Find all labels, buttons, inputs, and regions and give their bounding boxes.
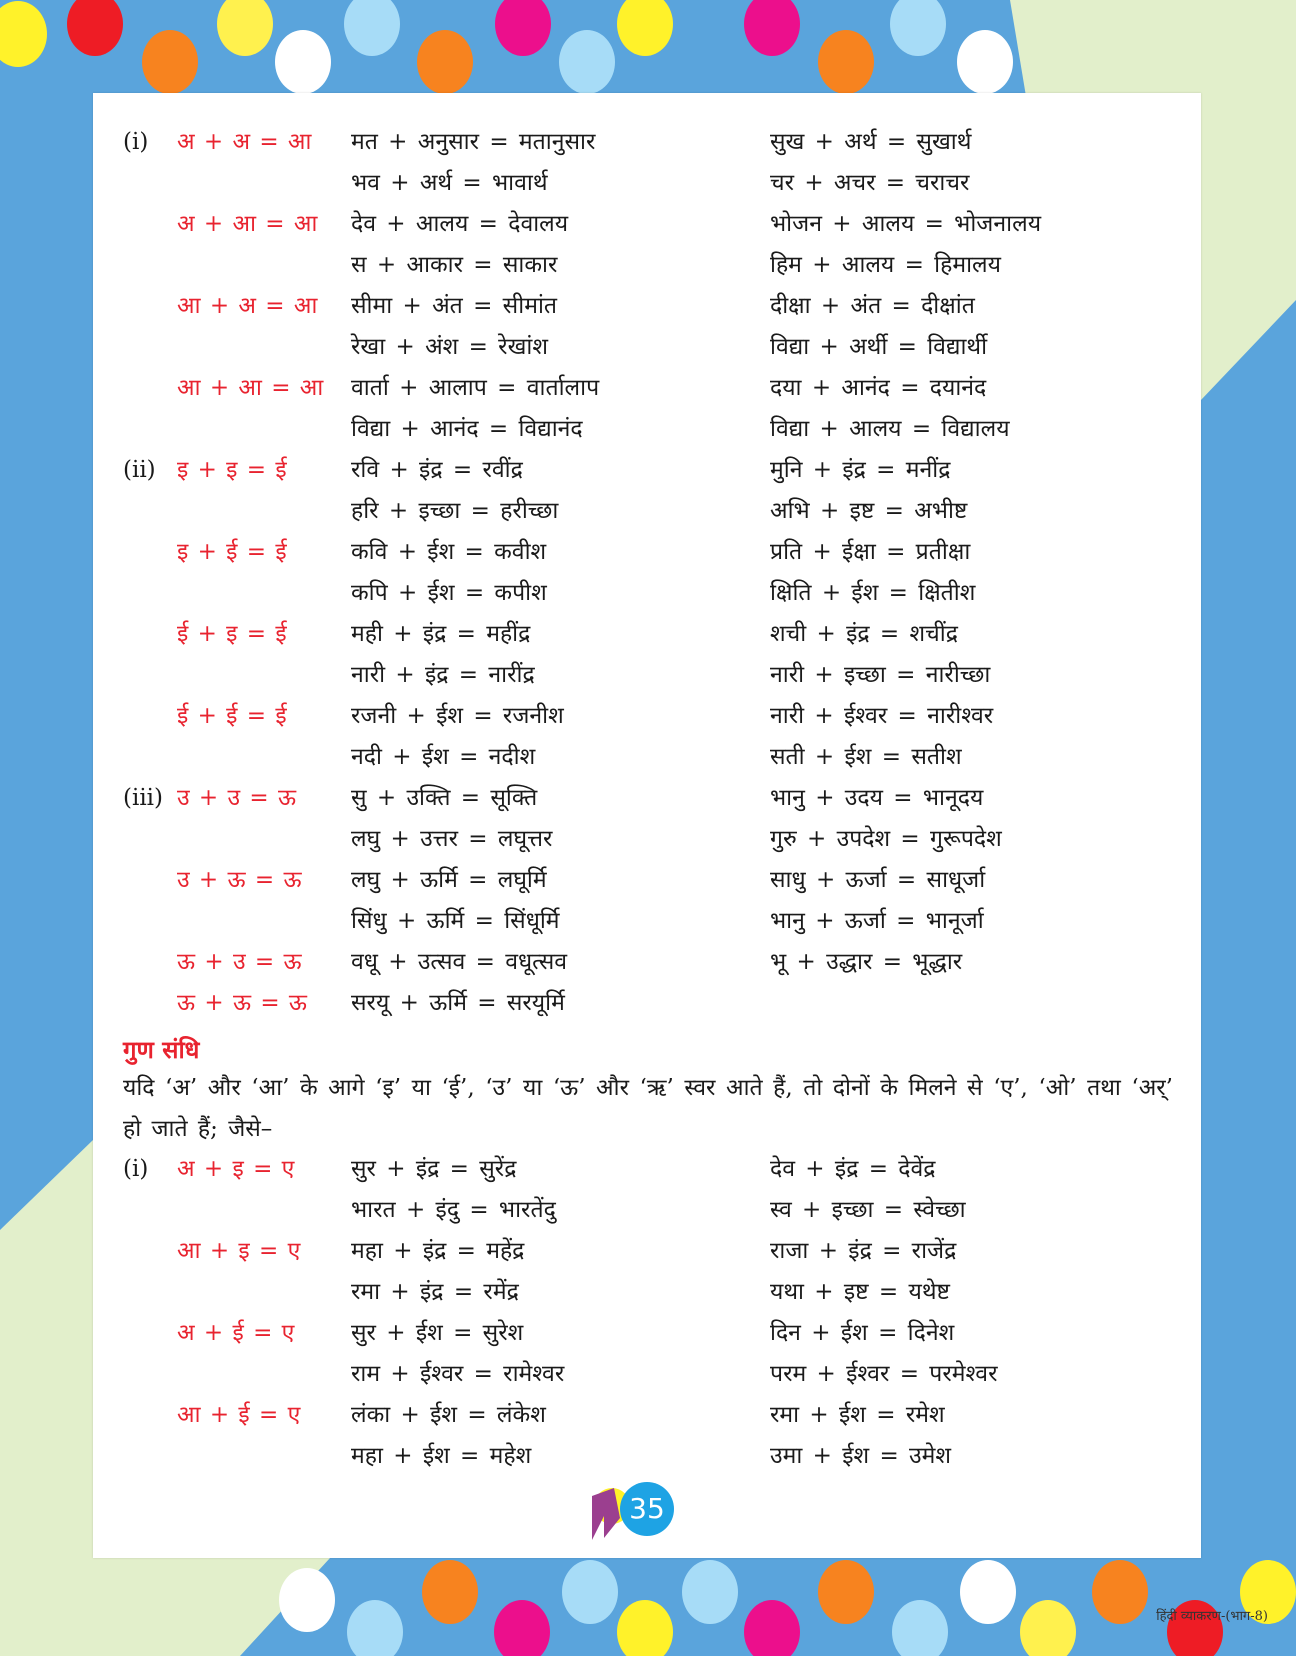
- example-row: [93, 491, 1201, 532]
- sandhi-rule: अ + ई = ए: [177, 1320, 295, 1346]
- example-row: [93, 696, 1201, 737]
- example-right: भानु + उदय = भानूदय: [770, 785, 984, 811]
- item-number: (iii): [123, 785, 164, 811]
- example-left: महा + इंद्र = महेंद्र: [351, 1238, 525, 1264]
- example-right: विद्या + अर्थी = विद्यार्थी: [770, 334, 988, 360]
- item-number: (i): [123, 129, 149, 155]
- example-right: मुनि + इंद्र = मनींद्र: [770, 457, 951, 483]
- example-left: कपि + ईश = कपीश: [351, 580, 547, 606]
- example-left: नदी + ईश = नदीश: [351, 744, 536, 770]
- example-row: [93, 409, 1201, 450]
- example-row: [93, 942, 1201, 983]
- example-row: [93, 819, 1201, 860]
- example-left: स + आकार = साकार: [351, 252, 558, 278]
- example-left: रजनी + ईश = रजनीश: [351, 703, 564, 729]
- heading-guna-sandhi: गुण संधि: [123, 1035, 200, 1064]
- example-left: लघु + उत्तर = लघूत्तर: [351, 826, 553, 852]
- example-left: सरयू + ऊर्मि = सरयूर्मि: [351, 990, 565, 1016]
- example-right: प्रति + ईक्षा = प्रतीक्षा: [770, 539, 971, 565]
- example-right: नारी + इच्छा = नारीच्छा: [770, 662, 991, 688]
- example-left: भव + अर्थ = भावार्थ: [351, 170, 548, 196]
- example-row: [93, 778, 1201, 819]
- guna-sandhi-definition: यदि ‘अ’ और ‘आ’ के आगे ‘इ’ या ‘ई’, ‘उ’ या ‘ऊ’ और ‘ऋ’ स्वर आते हैं, तो दोनों के मिलने से ‘ए’, ‘ओ’ तथा ‘अर्’ हो जाते हैं; जैसे–: [123, 1075, 1173, 1142]
- example-right: रमा + ईश = रमेश: [770, 1402, 945, 1428]
- example-row: [93, 1190, 1201, 1231]
- example-right: सती + ईश = सतीश: [770, 744, 962, 770]
- example-right: क्षिति + ईश = क्षितीश: [770, 580, 976, 606]
- example-row: [93, 1313, 1201, 1354]
- sandhi-rule: ऊ + ऊ = ऊ: [177, 990, 307, 1016]
- page-number: 35: [620, 1482, 674, 1536]
- example-right: दीक्षा + अंत = दीक्षांत: [770, 293, 975, 319]
- example-row: [93, 737, 1201, 778]
- example-left: सिंधु + ऊर्मि = सिंधूर्मि: [351, 908, 560, 934]
- example-left: कवि + ईश = कवीश: [351, 539, 547, 565]
- example-row: [93, 1436, 1201, 1477]
- sandhi-rule: अ + आ = आ: [177, 211, 318, 237]
- example-row: [93, 1395, 1201, 1436]
- example-right: साधु + ऊर्जा = साधूर्जा: [770, 867, 986, 893]
- sandhi-rule: उ + ऊ = ऊ: [177, 867, 302, 893]
- example-left: मत + अनुसार = मतानुसार: [351, 129, 596, 155]
- sandhi-rule: आ + इ = ए: [177, 1238, 301, 1264]
- example-right: विद्या + आलय = विद्यालय: [770, 416, 1010, 442]
- example-right: चर + अचर = चराचर: [770, 170, 970, 196]
- example-row: [93, 860, 1201, 901]
- example-left: मही + इंद्र = महींद्र: [351, 621, 531, 647]
- example-right: शची + इंद्र = शचींद्र: [770, 621, 958, 647]
- example-row: [93, 1272, 1201, 1313]
- example-right: नारी + ईश्वर = नारीश्वर: [770, 703, 994, 729]
- example-left: रेखा + अंश = रेखांश: [351, 334, 548, 360]
- example-left: नारी + इंद्र = नारींद्र: [351, 662, 535, 688]
- example-right: भू + उद्धार = भूद्धार: [770, 949, 963, 975]
- example-row: [93, 1231, 1201, 1272]
- example-right: उमा + ईश = उमेश: [770, 1443, 952, 1469]
- footer-book-title: हिंदी व्याकरण-(भाग-8): [1156, 1609, 1268, 1624]
- example-right: परम + ईश्वर = परमेश्वर: [770, 1361, 998, 1387]
- sandhi-rule: आ + आ = आ: [177, 375, 324, 401]
- example-left: राम + ईश्वर = रामेश्वर: [351, 1361, 565, 1387]
- sandhi-rule: आ + ई = ए: [177, 1402, 301, 1428]
- example-row: [93, 450, 1201, 491]
- sandhi-rule: इ + इ = ई: [177, 457, 287, 483]
- example-row: [93, 327, 1201, 368]
- example-row: [93, 245, 1201, 286]
- sandhi-rule: आ + अ = आ: [177, 293, 318, 319]
- sandhi-rule: ई + ई = ई: [177, 703, 287, 729]
- example-right: भानु + ऊर्जा = भानूर्जा: [770, 908, 984, 934]
- example-left: सुर + ईश = सुरेश: [351, 1320, 524, 1346]
- example-row: [93, 368, 1201, 409]
- example-left: लंका + ईश = लंकेश: [351, 1402, 546, 1428]
- sandhi-rule: इ + ई = ई: [177, 539, 287, 565]
- example-left: विद्या + आनंद = विद्यानंद: [351, 416, 583, 442]
- example-row: [93, 901, 1201, 942]
- example-left: भारत + इंदु = भारतेंदु: [351, 1197, 556, 1223]
- example-right: दया + आनंद = दयानंद: [770, 375, 987, 401]
- sandhi-rule: उ + उ = ऊ: [177, 785, 297, 811]
- example-row: [93, 983, 1201, 1024]
- example-row: [93, 532, 1201, 573]
- example-row: [93, 204, 1201, 245]
- example-row: [93, 286, 1201, 327]
- example-row: [93, 163, 1201, 204]
- example-left: रमा + इंद्र = रमेंद्र: [351, 1279, 519, 1305]
- top-dots: [0, 0, 1013, 94]
- sandhi-rule: अ + अ = आ: [177, 129, 312, 155]
- example-left: वधू + उत्सव = वधूत्सव: [351, 949, 568, 975]
- example-row: [93, 122, 1201, 163]
- example-right: अभि + इष्ट = अभीष्ट: [770, 498, 968, 524]
- example-left: रवि + इंद्र = रवींद्र: [351, 457, 523, 483]
- sandhi-rule: ई + इ = ई: [177, 621, 287, 647]
- page-sheet: [93, 93, 1268, 1624]
- example-left: देव + आलय = देवालय: [351, 211, 569, 237]
- example-right: देव + इंद्र = देवेंद्र: [770, 1156, 936, 1182]
- example-right: सुख + अर्थ = सुखार्थ: [770, 129, 972, 155]
- example-left: महा + ईश = महेश: [351, 1443, 532, 1469]
- example-left: सुर + इंद्र = सुरेंद्र: [351, 1156, 517, 1182]
- example-right: दिन + ईश = दिनेश: [770, 1320, 955, 1346]
- sandhi-rule: अ + इ = ए: [177, 1156, 295, 1182]
- example-row: [93, 1354, 1201, 1395]
- example-left: सु + उक्ति = सूक्ति: [351, 785, 538, 811]
- example-right: यथा + इष्ट = यथेष्ट: [770, 1279, 950, 1305]
- example-left: वार्ता + आलाप = वार्तालाप: [351, 375, 600, 401]
- example-right: स्व + इच्छा = स्वेच्छा: [770, 1197, 966, 1223]
- sandhi-rule: ऊ + उ = ऊ: [177, 949, 302, 975]
- item-number: (ii): [123, 457, 156, 483]
- example-row: [93, 1149, 1201, 1190]
- example-right: हिम + आलय = हिमालय: [770, 252, 1001, 278]
- example-row: [93, 655, 1201, 696]
- example-right: भोजन + आलय = भोजनालय: [770, 211, 1042, 237]
- example-right: गुरु + उपदेश = गुरूपदेश: [770, 826, 1002, 852]
- example-row: [93, 573, 1201, 614]
- example-row: [93, 614, 1201, 655]
- example-left: हरि + इच्छा = हरीच्छा: [351, 498, 559, 524]
- item-number: (i): [123, 1156, 149, 1182]
- example-left: सीमा + अंत = सीमांत: [351, 293, 558, 319]
- example-right: राजा + इंद्र = राजेंद्र: [770, 1238, 957, 1264]
- example-left: लघु + ऊर्मि = लघूर्मि: [351, 867, 547, 893]
